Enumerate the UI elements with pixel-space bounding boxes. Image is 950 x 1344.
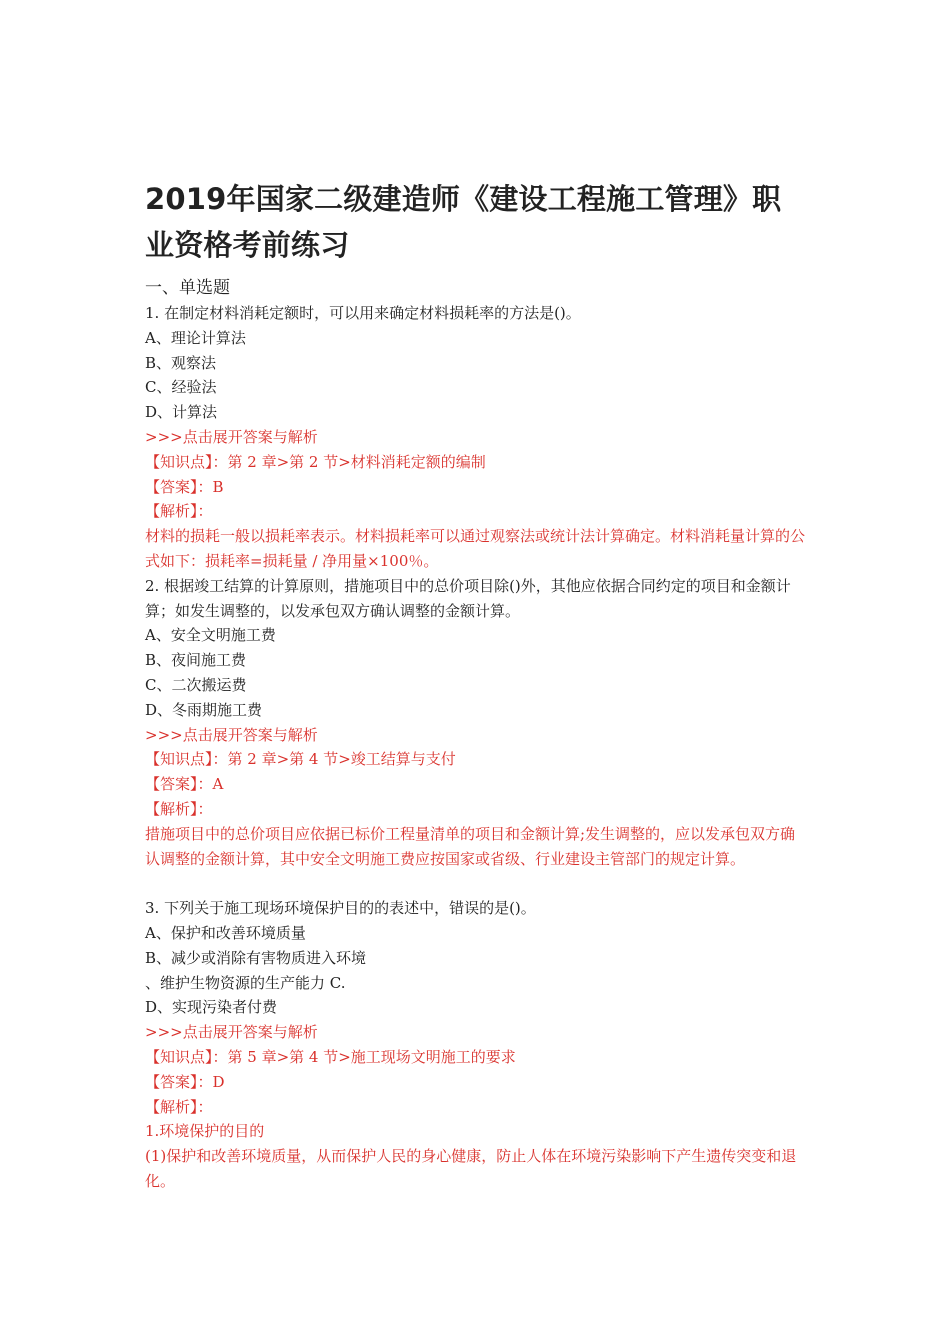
knowledge-point: 【知识点】：第 5 章>第 4 节>施工现场文明施工的要求	[145, 1047, 516, 1066]
option-d: D、实现污染者付费	[145, 998, 278, 1017]
question-stem: 2. 根据竣工结算的计算原则，措施项目中的总价项目除()外，其他应依据合同约定的项目和金额计算；如发生调整的，以发承包双方确认调整的金额计算。	[145, 576, 791, 620]
analysis-text: 材料的损耗一般以损耗率表示。材料损耗率可以通过观察法或统计法计算确定。材料消耗量计算的公式如下：损耗率=损耗量 / 净用量×100％。	[145, 527, 806, 570]
option-c: C、二次搬运费	[145, 675, 247, 694]
option-c: C、经验法	[145, 378, 217, 397]
expand-answer-link[interactable]: >>>点击展开答案与解析	[145, 427, 318, 446]
question-stem: 1. 在制定材料消耗定额时，可以用来确定材料损耗率的方法是()。	[145, 304, 581, 322]
spacer	[145, 871, 810, 896]
option-b: B、夜间施工费	[145, 651, 247, 670]
analysis-label: 【解析】：	[145, 1097, 213, 1116]
knowledge-point: 【知识点】：第 2 章>第 4 节>竣工结算与支付	[145, 750, 456, 769]
expand-answer-link[interactable]: >>>点击展开答案与解析	[145, 1023, 318, 1042]
question-stem: 3. 下列关于施工现场环境保护目的的表述中，错误的是()。	[145, 899, 536, 918]
analysis-label: 【解析】：	[145, 799, 213, 818]
document-title: 2019年国家二级建造师《建设工程施工管理》职业资格考前练习	[145, 182, 782, 262]
option-b: B、观察法	[145, 353, 217, 372]
option-a: A、安全文明施工费	[145, 626, 276, 645]
answer: 【答案】：A	[145, 775, 224, 794]
analysis-label: 【解析】：	[145, 502, 213, 521]
analysis-text: 措施项目中的总价项目应依据已标价工程量清单的项目和金额计算;发生调整的，应以发承包双方确认调整的金额计算，其中安全文明施工费应按国家或省级、行业建设主管部门的规定计算。	[145, 824, 796, 868]
knowledge-point: 【知识点】：第 2 章>第 2 节>材料消耗定额的编制	[145, 452, 486, 471]
question-2	[145, 574, 810, 872]
option-c: 、维护生物资源的生产能力 C.	[145, 973, 346, 992]
option-b: B、减少或消除有害物质进入环境	[145, 948, 367, 967]
analysis-text: (1)保护和改善环境质量，从而保护人民的身心健康，防止人体在环境污染影响下产生遗传突变和退化。	[145, 1147, 797, 1190]
document-page	[145, 176, 810, 1194]
option-d: D、冬雨期施工费	[145, 700, 263, 719]
option-a: A、保护和改善环境质量	[145, 923, 306, 942]
analysis-heading: 1.环境保护的目的	[145, 1122, 265, 1141]
option-a: A、理论计算法	[145, 328, 246, 347]
question-1	[145, 301, 810, 574]
expand-answer-link[interactable]: >>>点击展开答案与解析	[145, 725, 318, 744]
answer: 【答案】：D	[145, 1072, 225, 1091]
question-3	[145, 896, 810, 1194]
answer: 【答案】：B	[145, 477, 224, 496]
option-d: D、计算法	[145, 403, 218, 422]
section-heading: 一、单选题	[145, 278, 230, 298]
